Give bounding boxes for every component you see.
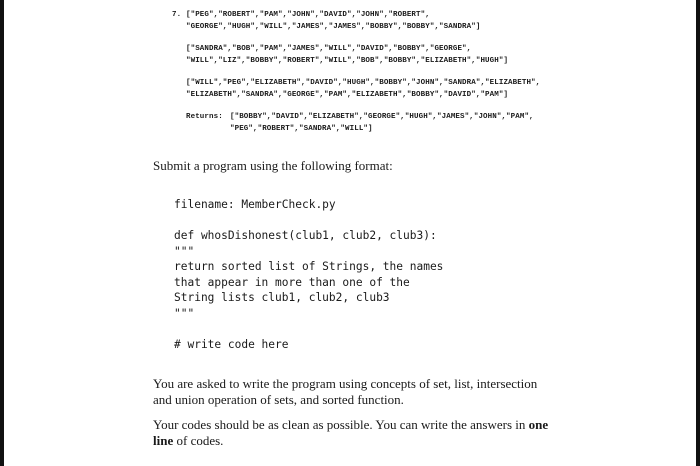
problem-number: 7. (172, 11, 182, 19)
club2-line-2: "WILL","LIZ","BOBBY","ROBERT","WILL","BOB","BOBBY","ELIZABETH","HUGH"] (186, 57, 509, 65)
paragraph-2-tail: of codes. (173, 433, 224, 448)
code-docstring-open: """ (174, 245, 195, 258)
submit-instruction: Submit a program using the following format: (153, 158, 393, 173)
code-comment: # write code here (174, 338, 289, 351)
club1-line-2: "GEORGE","HUGH","WILL","JAMES","JAMES","BOBBY","BOBBY","SANDRA"] (186, 23, 481, 31)
emphasis-one: one (528, 417, 549, 432)
club2-line-1: ["SANDRA","BOB","PAM","JAMES","WILL","DAVID","BOBBY","GEORGE", (186, 45, 472, 53)
code-doc-line-2: that appear in more than one of the (174, 276, 410, 289)
club3-line-1: ["WILL","PEG","ELIZABETH","DAVID","HUGH","BOBBY","JOHN","SANDRA","ELIZABETH", (186, 79, 541, 87)
paragraph-2-text: Your codes should be as clean as possible. You can write the answers in (153, 417, 529, 432)
paragraph-1-line-1: You are asked to write the program using concepts of set, list, intersection (153, 376, 538, 391)
club3-line-2: "ELIZABETH","SANDRA","GEORGE","PAM","ELIZABETH","BOBBY","DAVID","PAM"] (186, 91, 509, 99)
returns-label: Returns: (186, 113, 223, 121)
paragraph-2-line-2 (153, 433, 223, 449)
code-doc-line-1: return sorted list of Strings, the names (174, 260, 444, 273)
returns-line-1: ["BOBBY","DAVID","ELIZABETH","GEORGE","HUGH","JAMES","JOHN","PAM", (230, 113, 534, 121)
returns-line-2: "PEG","ROBERT","SANDRA","WILL"] (230, 125, 373, 133)
code-docstring-close: """ (174, 307, 195, 320)
emphasis-line: line (153, 433, 174, 448)
paragraph-2-line-1 (153, 417, 548, 433)
code-doc-line-3: String lists club1, club2, club3 (174, 291, 390, 304)
left-border (0, 0, 4, 466)
paragraph-1-line-2: and union operation of sets, and sorted function. (153, 392, 404, 407)
code-def: def whosDishonest(club1, club2, club3): (174, 229, 437, 242)
club1-line-1: ["PEG","ROBERT","PAM","JOHN","DAVID","JOHN","ROBERT", (186, 11, 430, 19)
code-filename: filename: MemberCheck.py (174, 198, 336, 211)
right-border (696, 0, 700, 466)
